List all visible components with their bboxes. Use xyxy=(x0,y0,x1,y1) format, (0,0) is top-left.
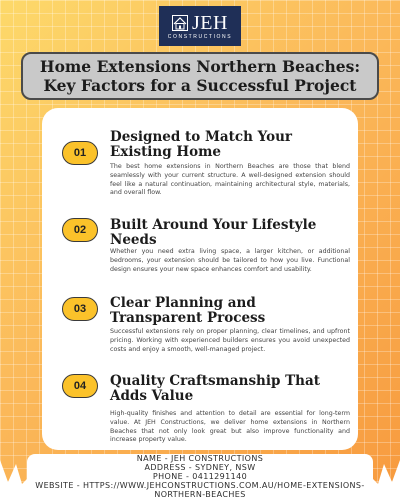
footer-address: ADDRESS - SYDNEY, NSW xyxy=(144,462,256,472)
brand-name: JEH xyxy=(192,11,228,34)
section-heading: Built Around Your Lifestyle Needs xyxy=(110,217,317,248)
section-heading: Quality Craftsmanship That Adds Value xyxy=(110,373,320,404)
contact-footer xyxy=(27,454,373,498)
brand-subtitle: CONSTRUCTIONS xyxy=(167,33,233,40)
house-icon xyxy=(172,15,188,31)
footer-phone: PHONE - 0411291140 xyxy=(152,471,248,481)
page-title xyxy=(21,52,379,100)
footer-website-line-2: NORTHERN-BEACHES xyxy=(154,489,246,499)
section-number-badge: 01 xyxy=(62,141,98,165)
section-body: Whether you need extra living space, a larger kitchen, or additional bedrooms, your extension should be tailored to how you live. Functional design ensures your new space enhances comfort and usability. xyxy=(110,248,350,273)
footer-website-line-1: WEBSITE - HTTPS://WWW.JEHCONSTRUCTIONS.COM.AU/HOME-EXTENSIONS- xyxy=(35,480,365,490)
content-card xyxy=(42,108,358,450)
section-number-badge: 03 xyxy=(62,297,98,321)
section-number-badge: 02 xyxy=(62,218,98,242)
footer-name: NAME - JEH CONSTRUCTIONS xyxy=(136,453,264,463)
section-body: Successful extensions rely on proper planning, clear timelines, and upfront pricing. Working with experienced builders ensures you avoid unexpected costs and enjoy a smooth, well-managed project. xyxy=(110,328,350,353)
title-line-1: Home Extensions Northern Beaches: xyxy=(39,57,361,76)
section-heading: Designed to Match Your Existing Home xyxy=(110,129,293,160)
brand-logo xyxy=(159,6,241,46)
section-heading: Clear Planning and Transparent Process xyxy=(110,295,266,326)
section-body: High-quality finishes and attention to detail are essential for long-term value. At JEH Constructions, we deliver home extensions in Northern Beaches that not only look great but also improve functionality and increase property value. xyxy=(110,410,350,444)
section-number-badge: 04 xyxy=(62,374,98,398)
title-line-2: Key Factors for a Successful Project xyxy=(43,76,357,95)
section-body: The best home extensions in Northern Beaches are those that blend seamlessly with your current structure. A well-designed extension should feel like a natural continuation, maintaining architectural style, materials, and overall flow. xyxy=(110,163,350,197)
